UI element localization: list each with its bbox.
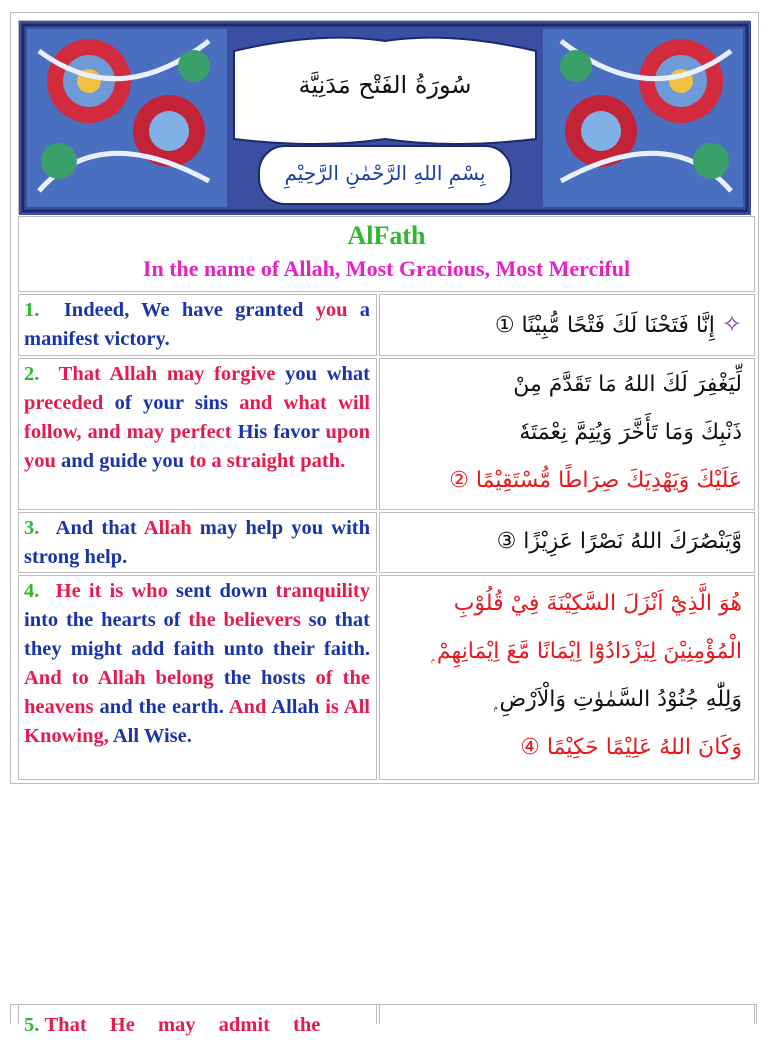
ornament-banner xyxy=(19,21,751,215)
verse-number: 2. xyxy=(24,363,40,385)
arabic-line: عَلَيْكَ وَيَهْدِيَكَ صِرَاطًا مُّسْتَقِيْمًا ② xyxy=(449,468,742,493)
verse-5-arabic xyxy=(379,1004,755,1024)
verse-number: 4. xyxy=(24,580,40,602)
verse-1-english: 1. Indeed, We have granted you a manifest victory. xyxy=(18,294,377,356)
verse-4-english: 4. He it is who sent down tranquility into the hearts of the believers so that they might add faith unto their faith. And to Allah belong the hosts of the heavens and the earth. And Allah is All Knowing, All Wise. xyxy=(18,575,377,780)
left-ornament xyxy=(27,29,227,207)
surah-title: AlFath xyxy=(347,221,426,250)
surah-banner xyxy=(18,20,750,214)
arabic-line: هُوَ الَّذِيْٓ اَنْزَلَ السَّكِيْنَةَ فِيْ قُلُوْبِ xyxy=(453,591,742,616)
verse-5-text: That He may admit the xyxy=(44,1014,321,1036)
basmala: بِسْمِ اللهِ الرَّحْمٰنِ الرَّحِيْمِ xyxy=(284,161,486,185)
verse-2-arabic xyxy=(379,358,755,510)
right-ornament xyxy=(543,29,743,207)
verse-5-english xyxy=(18,1004,377,1036)
surah-heading: سُورَةُ الفَتْح مَدَنِيَّة xyxy=(298,71,472,99)
verse-4-arabic xyxy=(379,575,755,780)
arabic-line: لِّيَغْفِرَ لَكَ اللهُ مَا تَقَدَّمَ مِنْ xyxy=(513,372,742,397)
verse-number: 1. xyxy=(24,299,40,321)
verse-number: 3. xyxy=(24,517,40,539)
arabic-line: ذَنْبِكَ وَمَا تَأَخَّرَ وَيُتِمَّ نِعْمَتَهٗ xyxy=(519,420,742,445)
verse-2-english: 2. That Allah may forgive you what preceded of your sins and what will follow, and may perfect His favor upon you and guide you to a straight path. xyxy=(18,358,377,510)
verse-1-arabic xyxy=(379,294,755,356)
verse-star-icon: ✧ xyxy=(721,310,742,338)
verse-3-arabic xyxy=(379,512,755,573)
basmala-translation: In the name of Allah, Most Gracious, Most Merciful xyxy=(142,256,631,281)
verse-3-english: 3. And that Allah may help you with strong help. xyxy=(18,512,377,573)
arabic-line: الْمُؤْمِنِيْنَ لِيَزْدَادُوْٓا اِيْمَانًا مَّعَ اِيْمَانِهِمْ ۭ xyxy=(431,639,742,664)
title-cell xyxy=(18,216,755,292)
arabic-line: وَلِلّٰهِ جُنُوْدُ السَّمٰوٰتِ وَالْاَرْضِ ۭ xyxy=(493,687,742,712)
arabic-line: إِنَّا فَتَحْنَا لَكَ فَتْحًا مُّبِيْنًا ① xyxy=(494,313,715,338)
arabic-line: وَكَانَ اللهُ عَلِيْمًا حَكِيْمًا ④ xyxy=(520,735,742,760)
arabic-line: وَّيَنْصُرَكَ اللهُ نَصْرًا عَزِيْزًا ③ xyxy=(496,529,742,554)
verse-number: 5. xyxy=(24,1014,40,1036)
